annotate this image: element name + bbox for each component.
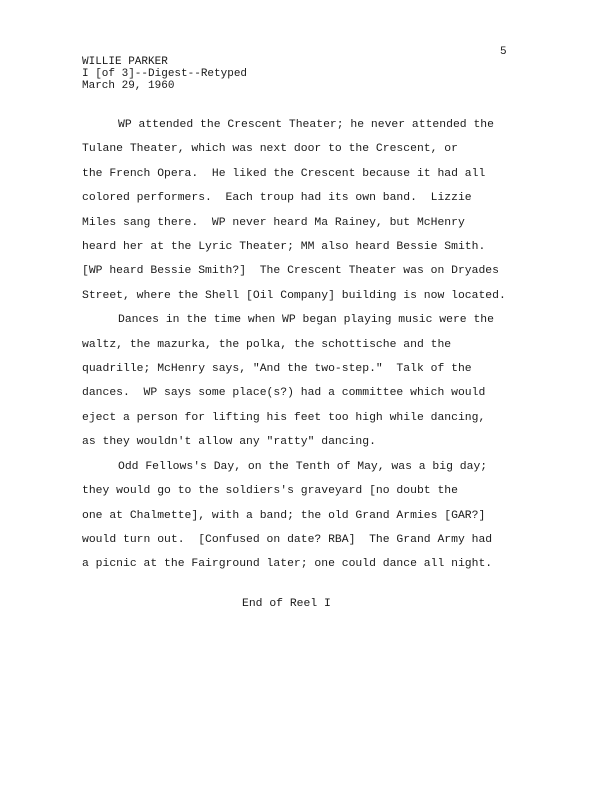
- paragraph-2-line-3: quadrille; McHenry says, "And the two-step." Talk of the: [82, 363, 472, 376]
- document-body: [82, 113, 530, 577]
- paragraph-3-line-2: they would go to the soldiers's graveyard [no doubt the: [82, 485, 458, 498]
- paragraph-3-line-5: a picnic at the Fairground later; one could dance all night.: [82, 558, 493, 571]
- paragraph-2-line-6: as they wouldn't allow any "ratty" dancing.: [82, 436, 376, 449]
- paragraph-3-line-3: one at Chalmette], with a band; the old Grand Armies [GAR?]: [82, 509, 486, 522]
- reel-info: I [of 3]--Digest--Retyped: [82, 68, 248, 80]
- paragraph-1-line-7: [WP heard Bessie Smith?] The Crescent Theater was on Dryades: [82, 265, 499, 278]
- paragraph-2-line-4: dances. WP says some place(s?) had a committee which would: [82, 387, 486, 400]
- paragraph-2-line-5: eject a person for lifting his feet too high while dancing,: [82, 411, 486, 424]
- paragraph-1-line-4: colored performers. Each troup had its own band. Lizzie: [82, 192, 472, 205]
- paragraph-1-line-6: heard her at the Lyric Theater; MM also heard Bessie Smith.: [82, 241, 486, 254]
- interviewee-name: WILLIE PARKER: [82, 56, 168, 68]
- interview-date: March 29, 1960: [82, 80, 175, 92]
- paragraph-1-line-3: the French Opera. He liked the Crescent because it had all: [82, 167, 486, 180]
- end-of-reel-label: End of Reel I: [242, 598, 331, 610]
- document-header: [82, 56, 247, 92]
- paragraph-2-line-2: waltz, the mazurka, the polka, the schottische and the: [82, 338, 452, 351]
- paragraph-1-line-1: WP attended the Crescent Theater; he never attended the: [118, 119, 494, 131]
- paragraph-3-line-4: would turn out. [Confused on date? RBA] The Grand Army had: [82, 533, 493, 546]
- paragraph-1-line-8: Street, where the Shell [Oil Company] building is now located.: [82, 289, 506, 302]
- page-number: 5: [500, 46, 507, 58]
- paragraph-2-line-1: Dances in the time when WP began playing music were the: [118, 314, 494, 327]
- paragraph-1-line-5: Miles sang there. WP never heard Ma Rainey, but McHenry: [82, 216, 465, 229]
- paragraph-1-line-2: Tulane Theater, which was next door to the Crescent, or: [82, 143, 458, 156]
- paragraph-3-line-1: Odd Fellows's Day, on the Tenth of May, was a big day;: [118, 460, 488, 473]
